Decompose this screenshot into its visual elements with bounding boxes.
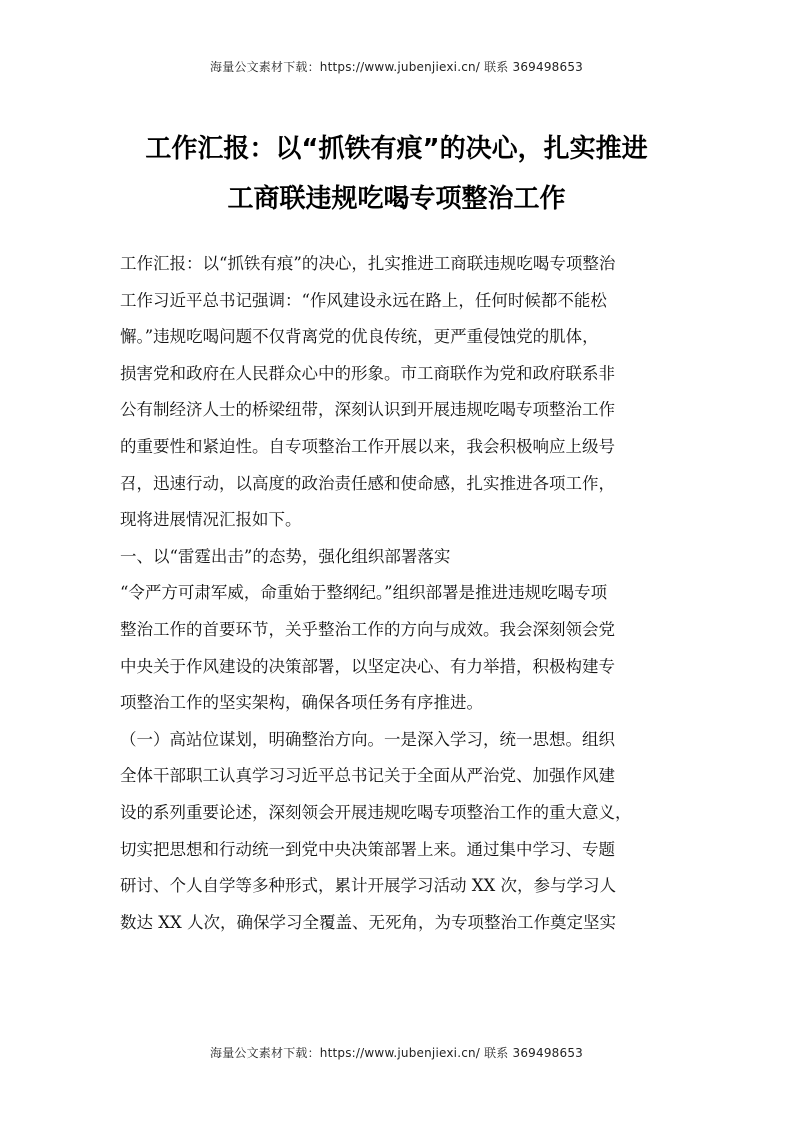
body-line: 的重要性和紧迫性。自专项整治工作开展以来，我会积极响应上级号 — [120, 436, 615, 456]
title-line-1: 工作汇报：以“抓铁有痕”的决心，扎实推进 — [145, 134, 648, 164]
body-line: 懈。”违规吃喝问题不仅背离党的优良传统，更严重侵蚀党的肌体， — [120, 327, 599, 347]
page-footer: 海量公文素材下载：https://www.jubenjiexi.cn/ 联系 369498653 — [210, 1046, 583, 1060]
body-line: 项整治工作的坚实架构，确保各项任务有序推进。 — [120, 693, 483, 713]
body-line: 中央关于作风建设的决策部署，以坚定决心、有力举措，积极构建专 — [120, 656, 615, 676]
body-line: “令严方可肃军威，命重始于整纲纪。”组织部署是推进违规吃喝专项 — [120, 583, 608, 603]
body-line: 工作汇报：以“抓铁有痕”的决心，扎实推进工商联违规吃喝专项整治 — [120, 254, 616, 273]
body-line: 切实把思想和行动统一到党中央决策部署上来。通过集中学习、专题 — [120, 839, 615, 859]
body-line: 公有制经济人士的桥梁纽带，深刻认识到开展违规吃喝专项整治工作 — [120, 400, 615, 420]
body-line: 整治工作的首要环节，关乎整治工作的方向与成效。我会深刻领会党 — [120, 619, 615, 639]
document-title — [60, 124, 733, 224]
body-line: （一）高站位谋划，明确整治方向。一是深入学习，统一思想。组织 — [120, 729, 615, 749]
body-line: 研讨、个人自学等多种形式，累计开展学习活动 XX 次，参与学习人 — [120, 876, 616, 896]
body-line: 损害党和政府在人民群众心中的形象。市工商联作为党和政府联系非 — [120, 363, 615, 383]
page-header: 海量公文素材下载：https://www.jubenjiexi.cn/ 联系 369498653 — [210, 60, 583, 74]
body-line: 工作习近平总书记强调：“作风建设永远在路上，任何时候都不能松 — [120, 290, 607, 310]
body-line: 设的系列重要论述，深刻领会开展违规吃喝专项整治工作的重大意义， — [120, 802, 632, 822]
body-line: 现将进展情况汇报如下。 — [120, 510, 302, 530]
title-line-2: 工商联违规吃喝专项整治工作 — [227, 184, 566, 214]
body-line: 一、以“雷霆出击”的态势，强化组织部署落实 — [120, 546, 451, 566]
body-line: 数达 XX 人次，确保学习全覆盖、无死角，为专项整治工作奠定坚实 — [120, 912, 616, 932]
body-line: 召，迅速行动，以高度的政治责任感和使命感，扎实推进各项工作， — [120, 473, 615, 493]
body-line: 全体干部职工认真学习习近平总书记关于全面从严治党、加强作风建 — [120, 766, 615, 786]
document-body — [120, 246, 680, 941]
